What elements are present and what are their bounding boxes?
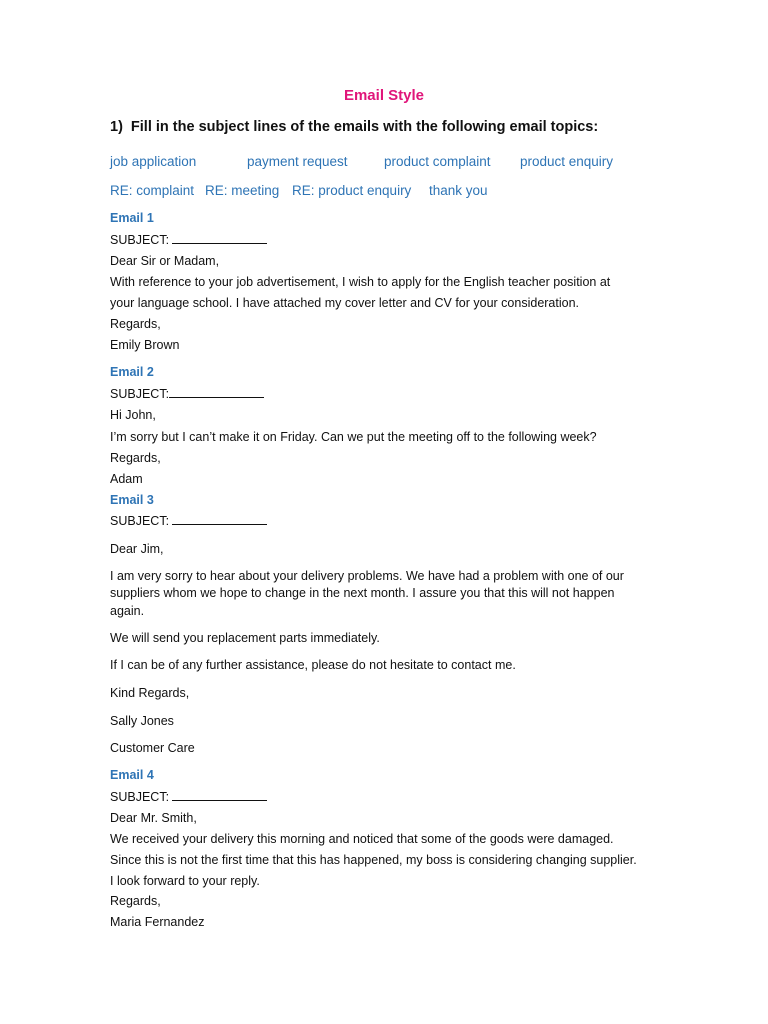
email3-line: Kind Regards, bbox=[110, 686, 190, 700]
email3-line: Sally Jones bbox=[110, 714, 174, 728]
email2-subject-line bbox=[110, 387, 264, 401]
page-title: Email Style bbox=[343, 87, 425, 104]
email1-heading: Email 1 bbox=[110, 211, 154, 225]
email4-line: I look forward to your reply. bbox=[110, 874, 260, 888]
email4-subject-blank[interactable] bbox=[172, 790, 267, 801]
email2-subject-blank[interactable] bbox=[169, 387, 264, 398]
email2-line: Adam bbox=[110, 472, 143, 486]
email3-line: If I can be of any further assistance, please do not hesitate to contact me. bbox=[110, 658, 516, 672]
email2-line: I’m sorry but I can’t make it on Friday. Can we put the meeting off to the following week? bbox=[110, 430, 597, 444]
topic-re-complaint: RE: complaint bbox=[110, 183, 195, 198]
email1-subject-line bbox=[110, 233, 267, 247]
email1-line: Regards, bbox=[110, 317, 161, 331]
email4-line: Maria Fernandez bbox=[110, 915, 205, 929]
email3-line: We will send you replacement parts immediately. bbox=[110, 631, 380, 645]
email3-line: suppliers whom we hope to change in the next month. I assure you that this will not happen bbox=[110, 586, 615, 600]
email2-subject-label: SUBJECT: bbox=[110, 387, 170, 401]
instruction-text: Fill in the subject lines of the emails with the following email topics: bbox=[130, 119, 599, 135]
email3-subject-line bbox=[110, 514, 267, 528]
email3-line: I am very sorry to hear about your delivery problems. We have had a problem with one of our bbox=[110, 569, 624, 583]
email4-subject-label: SUBJECT: bbox=[110, 790, 170, 804]
email2-heading: Email 2 bbox=[110, 365, 154, 379]
email4-line: Regards, bbox=[110, 894, 161, 908]
email4-subject-line bbox=[110, 790, 267, 804]
email3-heading: Email 3 bbox=[110, 493, 154, 507]
topic-job-application: job application bbox=[110, 154, 197, 169]
instruction-number: 1) bbox=[110, 119, 123, 135]
email4-line: Dear Mr. Smith, bbox=[110, 811, 197, 825]
instruction bbox=[110, 119, 598, 135]
email3-subject-label: SUBJECT: bbox=[110, 514, 170, 528]
topic-re-meeting: RE: meeting bbox=[205, 183, 280, 198]
email1-subject-blank[interactable] bbox=[172, 233, 267, 244]
topic-re-product-enquiry: RE: product enquiry bbox=[292, 183, 412, 198]
email3-subject-blank[interactable] bbox=[172, 514, 267, 525]
email2-line: Hi John, bbox=[110, 408, 156, 422]
email4-heading: Email 4 bbox=[110, 768, 154, 782]
email1-line: your language school. I have attached my cover letter and CV for your consideration. bbox=[110, 296, 580, 310]
email1-subject-label: SUBJECT: bbox=[110, 233, 170, 247]
email1-line: Emily Brown bbox=[110, 338, 180, 352]
topic-product-enquiry: product enquiry bbox=[520, 154, 614, 169]
email3-line: again. bbox=[110, 604, 145, 618]
email2-line: Regards, bbox=[110, 451, 161, 465]
email3-line: Customer Care bbox=[110, 741, 195, 755]
email1-line: With reference to your job advertisement, I wish to apply for the English teacher position at bbox=[110, 275, 611, 289]
topic-thank-you: thank you bbox=[429, 183, 488, 198]
topic-product-complaint: product complaint bbox=[384, 154, 491, 169]
topic-payment-request: payment request bbox=[247, 154, 348, 169]
email3-line: Dear Jim, bbox=[110, 542, 164, 556]
email1-line: Dear Sir or Madam, bbox=[110, 254, 220, 268]
email4-line: Since this is not the first time that this has happened, my boss is considering changing supplier. bbox=[110, 853, 637, 867]
email4-line: We received your delivery this morning and noticed that some of the goods were damaged. bbox=[110, 832, 614, 846]
